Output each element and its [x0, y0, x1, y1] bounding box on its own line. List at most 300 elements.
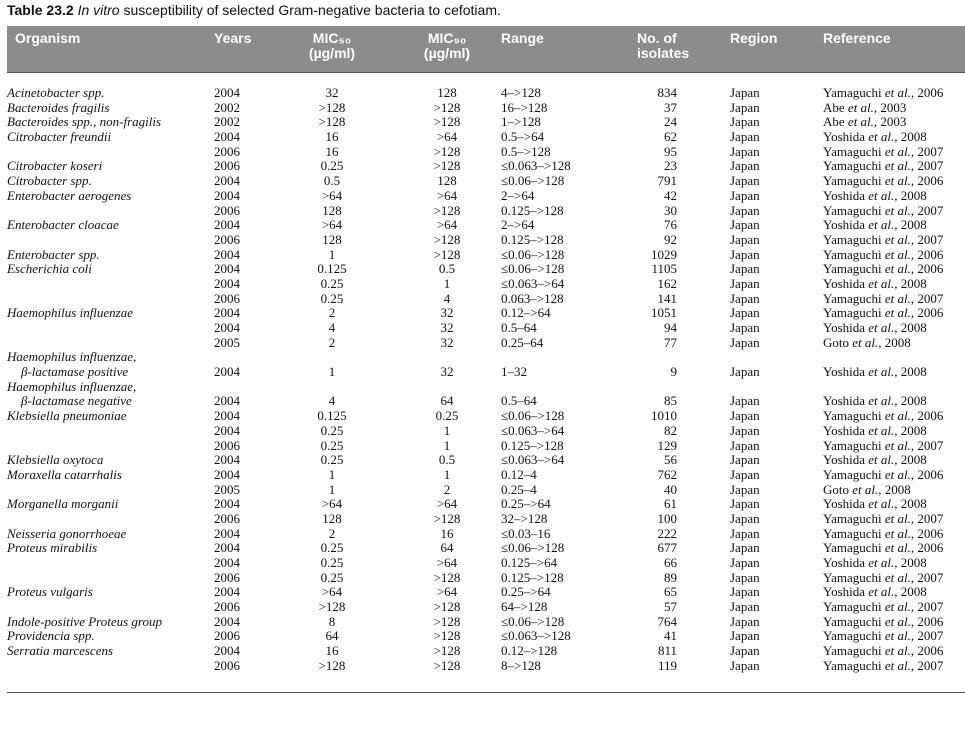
reference-author: Yoshida — [823, 452, 866, 468]
table-row — [7, 233, 965, 248]
table-label: Table 23.2 — [7, 2, 74, 18]
reference-etal: et al. — [868, 364, 895, 380]
header-mic50-line1: MIC₅₀ — [312, 30, 352, 46]
mic90-cell: 16 — [440, 525, 454, 541]
region-cell: Japan — [730, 364, 760, 380]
organism-cell: Proteus mirabilis — [7, 540, 98, 556]
isolates-cell: 791 — [657, 173, 677, 189]
table-row — [7, 218, 965, 233]
years-cell: 2004 — [214, 613, 240, 629]
years-cell: 2004 — [214, 408, 240, 424]
reference-etal: et al. — [884, 173, 911, 189]
isolates-cell: 1051 — [651, 305, 677, 321]
organism-cell: Proteus vulgaris — [7, 584, 93, 600]
table-row — [7, 101, 965, 116]
table-row — [7, 556, 965, 571]
mic90-cell: >128 — [433, 246, 461, 262]
range-cell: 0.063–>128 — [501, 290, 564, 306]
reference-cell: Yamaguchi et al., 2007 — [823, 628, 944, 644]
organism-cell: Citrobacter spp. — [7, 173, 92, 189]
isolates-cell: 76 — [664, 217, 677, 233]
isolates-cell: 129 — [657, 437, 677, 453]
years-cell: 2004 — [214, 217, 240, 233]
region-cell: Japan — [730, 173, 760, 189]
reference-etal: et al. — [884, 246, 911, 262]
mic90-cell: 32 — [440, 334, 454, 350]
range-cell: 0.125–>64 — [501, 555, 558, 570]
mic90-cell: 0.25 — [435, 408, 459, 424]
years-cell: 2004 — [214, 525, 240, 541]
reference-cell: Goto et al., 2008 — [823, 481, 911, 497]
mic90-cell: >128 — [433, 628, 461, 644]
reference-cell: Yoshida et al., 2008 — [823, 422, 927, 438]
mic50-cell: 1 — [328, 246, 336, 262]
reference-year: 2008 — [900, 452, 927, 468]
region-cell: Japan — [730, 599, 760, 615]
isolates-cell: 92 — [664, 231, 677, 247]
reference-author: Yamaguchi — [823, 466, 882, 482]
caption-text: susceptibility of selected Gram-negative bacteria to cefotiam. — [119, 2, 501, 18]
years-cell: 2004 — [214, 555, 240, 570]
years-cell: 2005 — [214, 481, 240, 497]
organism-cell: Morganella morganii — [7, 496, 119, 512]
reference-year: 2008 — [900, 275, 927, 291]
region-cell: Japan — [730, 466, 760, 482]
years-cell: 2002 — [214, 99, 240, 115]
mic50-cell: 0.25 — [320, 452, 344, 468]
table-row — [7, 409, 965, 424]
range-cell: 0.5–64 — [501, 320, 537, 335]
reference-year: 2008 — [884, 334, 911, 350]
region-cell: Japan — [730, 657, 760, 673]
mic50-cell: 0.25 — [320, 569, 344, 585]
reference-author: Yamaguchi — [823, 657, 882, 673]
reference-etal: et al. — [847, 114, 874, 130]
reference-cell: Yoshida et al., 2008 — [823, 555, 927, 570]
reference-year: 2008 — [900, 555, 927, 570]
region-cell: Japan — [730, 305, 760, 321]
reference-cell: Yamaguchi et al., 2006 — [823, 408, 944, 424]
years-cell: 2004 — [214, 496, 240, 512]
mic50-cell: 32 — [325, 85, 339, 100]
reference-author: Yamaguchi — [823, 202, 882, 218]
years-cell: 2004 — [214, 452, 240, 468]
organism-cell: Moraxella catarrhalis — [7, 466, 122, 482]
isolates-cell: 57 — [664, 599, 677, 615]
isolates-cell: 77 — [664, 334, 677, 350]
reference-year: 2008 — [900, 320, 927, 335]
reference-cell: Yoshida et al., 2008 — [823, 584, 927, 600]
reference-year: 2006 — [917, 525, 944, 541]
range-cell: 0.5–>128 — [501, 143, 551, 159]
reference-author: Yoshida — [823, 364, 866, 380]
range-cell: 2–>64 — [501, 187, 535, 203]
reference-year: 2007 — [917, 569, 944, 585]
header-mic90 — [402, 31, 492, 61]
isolates-cell: 65 — [664, 584, 677, 600]
reference-author: Yamaguchi — [823, 643, 882, 659]
reference-etal: et al. — [852, 334, 879, 350]
range-cell: 0.5–64 — [501, 393, 537, 409]
mic50-cell: 128 — [322, 510, 342, 526]
reference-cell: Yamaguchi et al., 2006 — [823, 246, 944, 262]
reference-cell: Yamaguchi et al., 2007 — [823, 143, 944, 159]
mic50-cell: >64 — [321, 584, 343, 600]
reference-author: Yoshida — [823, 217, 866, 233]
table-header — [7, 26, 965, 72]
reference-year: 2006 — [917, 173, 944, 189]
reference-etal: et al. — [884, 569, 911, 585]
table-row — [7, 541, 965, 556]
reference-etal: et al. — [868, 393, 895, 409]
years-cell: 2005 — [214, 334, 240, 350]
reference-cell: Yamaguchi et al., 2006 — [823, 540, 944, 556]
mic50-cell: 0.5 — [323, 173, 341, 189]
range-cell: 16–>128 — [501, 99, 548, 115]
reference-cell: Abe et al., 2003 — [823, 99, 907, 115]
table-row — [7, 585, 965, 600]
reference-year: 2006 — [917, 643, 944, 659]
reference-cell: Yamaguchi et al., 2007 — [823, 290, 944, 306]
years-cell: 2004 — [214, 584, 240, 600]
reference-etal: et al. — [884, 525, 911, 541]
mic50-cell: 2 — [328, 305, 336, 321]
mic90-cell: >128 — [433, 114, 461, 130]
reference-author: Yamaguchi — [823, 569, 882, 585]
mic90-cell: >64 — [436, 496, 458, 512]
range-cell: ≤0.06–>128 — [501, 408, 565, 424]
table-row — [7, 644, 965, 659]
reference-year: 2006 — [917, 540, 944, 556]
reference-author: Yoshida — [823, 422, 866, 438]
mic50-cell: 0.25 — [320, 275, 344, 291]
header-reference: Reference — [823, 30, 891, 46]
range-cell: ≤0.063–>64 — [501, 275, 565, 291]
isolates-cell: 119 — [657, 657, 677, 673]
reference-cell: Yamaguchi et al., 2007 — [823, 599, 944, 615]
reference-cell: Yoshida et al., 2008 — [823, 393, 927, 409]
mic50-cell: 2 — [328, 525, 336, 541]
reference-year: 2008 — [900, 187, 927, 203]
region-cell: Japan — [730, 393, 760, 409]
mic50-cell: >128 — [318, 599, 346, 615]
region-cell: Japan — [730, 114, 760, 130]
table-row — [7, 321, 965, 336]
range-cell: 8–>128 — [501, 657, 541, 673]
reference-author: Yamaguchi — [823, 85, 882, 100]
reference-cell: Yamaguchi et al., 2006 — [823, 525, 944, 541]
reference-year: 2006 — [917, 85, 944, 100]
header-years: Years — [214, 30, 252, 46]
reference-etal: et al. — [884, 628, 911, 644]
mic50-cell: 0.25 — [320, 437, 344, 453]
range-cell: 2–>64 — [501, 217, 535, 233]
table-row — [7, 174, 965, 189]
isolates-cell: 162 — [657, 275, 677, 291]
table-row — [7, 629, 965, 644]
range-cell: ≤0.06–>128 — [501, 540, 565, 556]
isolates-cell: 37 — [664, 99, 677, 115]
mic90-cell: 32 — [440, 305, 454, 321]
range-cell: ≤0.063–>128 — [501, 628, 571, 644]
years-cell: 2006 — [214, 657, 240, 673]
reference-cell: Yamaguchi et al., 2007 — [823, 569, 944, 585]
reference-etal: et al. — [868, 320, 895, 335]
organism-cell: Indole-positive Proteus group — [7, 613, 163, 629]
reference-etal: et al. — [884, 540, 911, 556]
mic90-cell: >128 — [433, 158, 461, 174]
mic50-cell: >64 — [321, 217, 343, 233]
mic90-cell: >64 — [436, 129, 458, 145]
years-cell: 2004 — [214, 275, 240, 291]
header-mic90-line1: MIC₉₀ — [427, 30, 467, 46]
years-cell: 2004 — [214, 466, 240, 482]
table-row — [7, 115, 965, 130]
years-cell: 2006 — [214, 628, 240, 644]
reference-year: 2007 — [917, 437, 944, 453]
organism-cell: Enterobacter cloacae — [7, 217, 119, 233]
mic90-cell: 1 — [443, 422, 451, 438]
reference-cell: Yamaguchi et al., 2007 — [823, 510, 944, 526]
reference-author: Yoshida — [823, 584, 866, 600]
reference-cell: Yamaguchi et al., 2007 — [823, 657, 944, 673]
reference-author: Yamaguchi — [823, 143, 882, 159]
reference-cell: Yamaguchi et al., 2006 — [823, 305, 944, 321]
range-cell: ≤0.06–>128 — [501, 261, 565, 277]
isolates-cell: 40 — [664, 481, 677, 497]
isolates-cell: 95 — [664, 143, 677, 159]
table-row — [7, 600, 965, 615]
isolates-cell: 222 — [657, 525, 677, 541]
isolates-cell: 764 — [657, 613, 677, 629]
header-mic50-line2: (µg/ml) — [308, 45, 356, 61]
region-cell: Japan — [730, 569, 760, 585]
organism-cell: β-lactamase negative — [21, 393, 132, 409]
table-row — [7, 350, 965, 365]
range-cell: 4–>128 — [501, 85, 541, 100]
organism-cell: Citrobacter koseri — [7, 158, 103, 174]
mic90-cell: 1 — [443, 275, 451, 291]
reference-year: 2008 — [884, 481, 911, 497]
reference-author: Abe — [823, 114, 845, 130]
mic50-cell: 0.25 — [320, 540, 344, 556]
mic90-cell: >128 — [433, 599, 461, 615]
reference-author: Yamaguchi — [823, 158, 882, 174]
reference-author: Yamaguchi — [823, 231, 882, 247]
reference-year: 2007 — [917, 657, 944, 673]
range-cell: ≤0.06–>128 — [501, 173, 565, 189]
isolates-cell: 85 — [664, 393, 677, 409]
region-cell: Japan — [730, 334, 760, 350]
mic90-cell: >128 — [433, 657, 461, 673]
reference-year: 2008 — [900, 422, 927, 438]
mic50-cell: 0.125 — [317, 408, 347, 424]
region-cell: Japan — [730, 143, 760, 159]
mic90-cell: 32 — [440, 320, 454, 335]
mic50-cell: >128 — [318, 657, 346, 673]
table-row — [7, 394, 965, 409]
years-cell: 2004 — [214, 305, 240, 321]
reference-year: 2007 — [917, 202, 944, 218]
reference-year: 2007 — [917, 510, 944, 526]
table-row — [7, 189, 965, 204]
table-row — [7, 615, 965, 630]
table-row — [7, 145, 965, 160]
years-cell: 2006 — [214, 569, 240, 585]
years-cell: 2006 — [214, 510, 240, 526]
range-cell: 32–>128 — [501, 510, 548, 526]
region-cell: Japan — [730, 452, 760, 468]
mic50-cell: >128 — [318, 114, 346, 130]
range-cell: 0.25–4 — [501, 481, 537, 497]
reference-year: 2008 — [900, 393, 927, 409]
region-cell: Japan — [730, 320, 760, 335]
mic50-cell: 128 — [322, 231, 342, 247]
reference-etal: et al. — [884, 290, 911, 306]
reference-cell: Yamaguchi et al., 2007 — [823, 231, 944, 247]
reference-year: 2007 — [917, 628, 944, 644]
organism-cell: β-lactamase positive — [21, 364, 129, 380]
mic90-cell: 128 — [437, 173, 457, 189]
mic90-cell: >64 — [436, 555, 458, 570]
range-cell: 1–>128 — [501, 114, 541, 130]
organism-cell: Enterobacter spp. — [7, 246, 100, 262]
isolates-cell: 1029 — [651, 246, 677, 262]
reference-cell: Yamaguchi et al., 2007 — [823, 437, 944, 453]
table-body — [7, 86, 965, 674]
mic50-cell: 0.25 — [320, 158, 344, 174]
organism-cell: Neisseria gonorrhoeae — [7, 525, 127, 541]
mic90-cell: >128 — [433, 99, 461, 115]
reference-author: Yamaguchi — [823, 408, 882, 424]
region-cell: Japan — [730, 275, 760, 291]
reference-author: Yamaguchi — [823, 305, 882, 321]
reference-cell: Yamaguchi et al., 2006 — [823, 643, 944, 659]
header-rule — [7, 72, 965, 73]
region-cell: Japan — [730, 613, 760, 629]
mic50-cell: 64 — [325, 628, 339, 644]
region-cell: Japan — [730, 261, 760, 277]
range-cell: ≤0.063–>128 — [501, 158, 571, 174]
mic50-cell: 0.125 — [317, 261, 347, 277]
years-cell: 2004 — [214, 540, 240, 556]
reference-author: Yamaguchi — [823, 628, 882, 644]
years-cell: 2004 — [214, 129, 240, 145]
mic90-cell: >128 — [433, 569, 461, 585]
mic90-cell: 4 — [443, 290, 451, 306]
reference-author: Goto — [823, 334, 849, 350]
years-cell: 2004 — [214, 320, 240, 335]
header-mic90-line2: (µg/ml) — [423, 45, 471, 61]
reference-author: Yamaguchi — [823, 246, 882, 262]
region-cell: Japan — [730, 481, 760, 497]
years-cell: 2006 — [214, 437, 240, 453]
reference-etal: et al. — [884, 408, 911, 424]
organism-cell: Haemophilus influenzae, — [7, 378, 137, 394]
reference-year: 2006 — [917, 466, 944, 482]
isolates-cell: 23 — [664, 158, 677, 174]
years-cell: 2006 — [214, 202, 240, 218]
mic90-cell: >128 — [433, 202, 461, 218]
mic50-cell: 4 — [328, 320, 336, 335]
reference-cell: Yamaguchi et al., 2007 — [823, 158, 944, 174]
isolates-cell: 834 — [657, 85, 677, 100]
isolates-cell: 62 — [664, 129, 677, 145]
years-cell: 2006 — [214, 599, 240, 615]
years-cell: 2002 — [214, 114, 240, 130]
reference-etal: et al. — [868, 275, 895, 291]
mic50-cell: >64 — [321, 187, 343, 203]
table-row — [7, 262, 965, 277]
reference-etal: et al. — [884, 613, 911, 629]
range-cell: 0.25–64 — [501, 334, 544, 350]
mic90-cell: >64 — [436, 217, 458, 233]
range-cell: 1–32 — [501, 364, 527, 380]
reference-author: Yoshida — [823, 393, 866, 409]
table-row — [7, 277, 965, 292]
reference-etal: et al. — [884, 510, 911, 526]
mic50-cell: 16 — [325, 643, 339, 659]
region-cell: Japan — [730, 643, 760, 659]
reference-year: 2003 — [880, 99, 907, 115]
reference-etal: et al. — [884, 437, 911, 453]
organism-cell: Serratia marcescens — [7, 643, 114, 659]
isolates-cell: 41 — [664, 628, 677, 644]
mic90-cell: 32 — [440, 364, 454, 380]
range-cell: ≤0.063–>64 — [501, 452, 565, 468]
years-cell: 2004 — [214, 422, 240, 438]
mic50-cell: 4 — [328, 393, 336, 409]
isolates-cell: 82 — [664, 422, 677, 438]
table-row — [7, 159, 965, 174]
organism-cell: Bacteroides fragilis — [7, 99, 110, 115]
reference-cell: Yoshida et al., 2008 — [823, 129, 927, 145]
reference-etal: et al. — [868, 555, 895, 570]
mic90-cell: >128 — [433, 613, 461, 629]
years-cell: 2006 — [214, 158, 240, 174]
header-isolates-line2: isolates — [637, 45, 690, 61]
mic50-cell: 16 — [325, 129, 339, 145]
mic90-cell: >128 — [433, 231, 461, 247]
reference-etal: et al. — [884, 231, 911, 247]
reference-cell: Yamaguchi et al., 2006 — [823, 613, 944, 629]
mic50-cell: 1 — [328, 466, 336, 482]
reference-author: Yamaguchi — [823, 173, 882, 189]
region-cell: Japan — [730, 525, 760, 541]
range-cell: 0.12–>128 — [501, 643, 558, 659]
mic50-cell: 128 — [322, 202, 342, 218]
mic90-cell: >128 — [433, 143, 461, 159]
mic50-cell: 1 — [328, 481, 336, 497]
mic50-cell: >128 — [318, 99, 346, 115]
reference-etal: et al. — [884, 261, 911, 277]
mic90-cell: 1 — [443, 466, 451, 482]
years-cell: 2004 — [214, 393, 240, 409]
isolates-cell: 677 — [657, 540, 677, 556]
table-row — [7, 86, 965, 101]
mic50-cell: 1 — [328, 364, 336, 380]
isolates-cell: 66 — [664, 555, 677, 570]
isolates-cell: 811 — [657, 643, 677, 659]
isolates-cell: 24 — [664, 114, 677, 130]
reference-cell: Abe et al., 2003 — [823, 114, 907, 130]
reference-cell: Yoshida et al., 2008 — [823, 364, 927, 380]
range-cell: 64–>128 — [501, 599, 548, 615]
region-cell: Japan — [730, 555, 760, 570]
reference-etal: et al. — [868, 422, 895, 438]
reference-year: 2008 — [900, 217, 927, 233]
range-cell: 0.25–>64 — [501, 584, 551, 600]
